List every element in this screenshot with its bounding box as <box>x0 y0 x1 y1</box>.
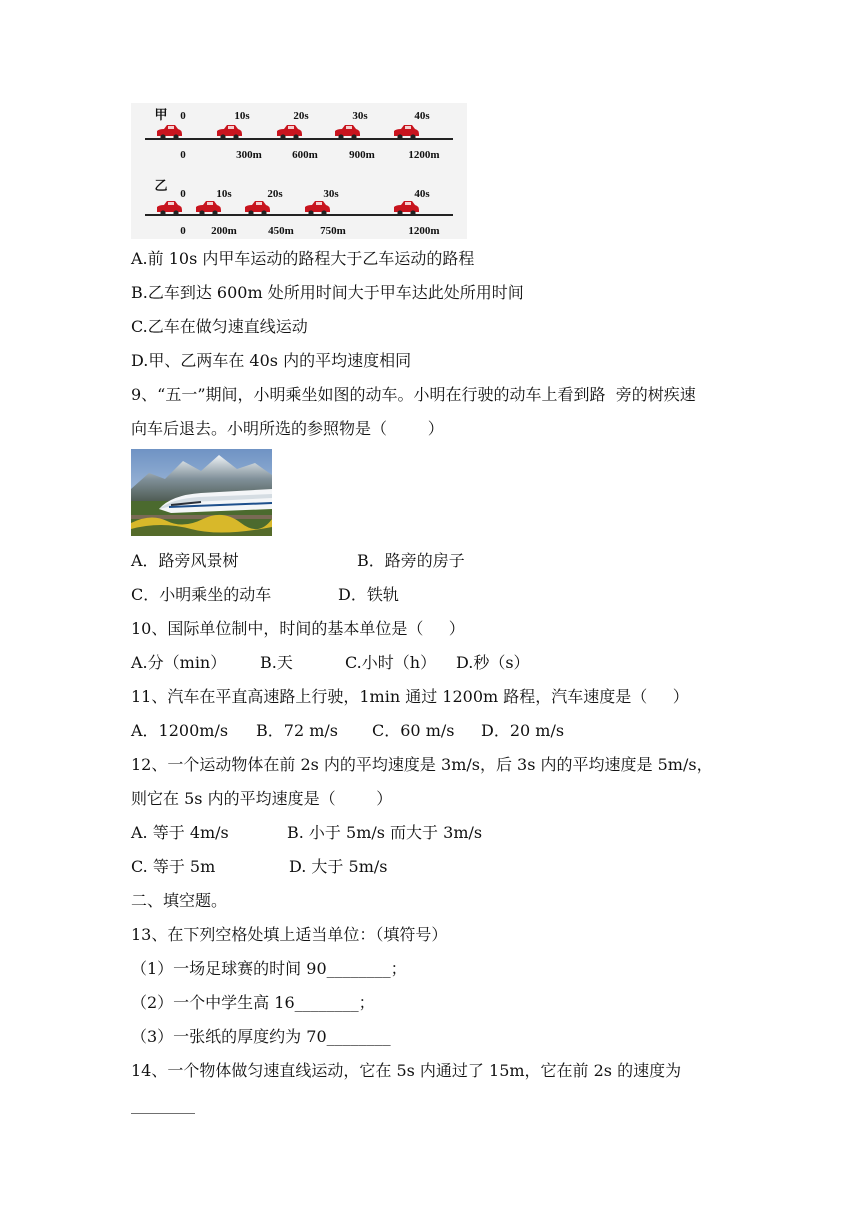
distance-label: 200m <box>211 225 237 237</box>
time-label: 20s <box>293 110 309 122</box>
q11-option-d: D．20 m/s <box>481 721 565 740</box>
time-label: 10s <box>234 110 250 122</box>
distance-label: 1200m <box>408 149 440 161</box>
car-icon <box>157 125 182 140</box>
distance-label: 300m <box>236 149 262 161</box>
q9-option-b: B．路旁的房子 <box>357 551 465 570</box>
q13-stem: 13、在下列空格处填上适当单位：（填符号） <box>131 925 448 944</box>
distance-label: 1200m <box>408 225 440 237</box>
q10-option-b: B.天 <box>260 653 293 672</box>
time-label: 40s <box>414 188 430 200</box>
car-icon <box>277 125 302 140</box>
distance-label: 750m <box>320 225 346 237</box>
distance-label: 0 <box>180 149 186 161</box>
q12-stem-line1: 12、一个运动物体在前 2s 内的平均速度是 3m/s，后 3s 内的平均速度是 5m/s， <box>131 755 713 774</box>
car-icon <box>394 125 419 140</box>
car-icon <box>217 125 242 140</box>
distance-label: 0 <box>180 225 186 237</box>
q8-option-d: D.甲、乙两车在 40s 内的平均速度相同 <box>131 351 412 370</box>
q11-option-b: B．72 m/s <box>256 721 338 740</box>
distance-label: 900m <box>349 149 375 161</box>
q12-option-c: C. 等于 5m <box>131 857 216 876</box>
car-icon <box>394 201 419 216</box>
q13-part-3: （3）一张纸的厚度约为 70________ <box>131 1027 391 1046</box>
q13-part-1: （1）一场足球赛的时间 90________； <box>131 959 407 978</box>
q9-option-a: A．路旁风景树 <box>131 551 239 570</box>
time-label: 0 <box>180 188 186 200</box>
time-label: 40s <box>414 110 430 122</box>
q8-option-a: A.前 10s 内甲车运动的路程大于乙车运动的路程 <box>131 249 475 268</box>
time-label: 30s <box>352 110 368 122</box>
q12-option-a: A. 等于 4m/s <box>131 823 229 842</box>
q13-part-2: （2）一个中学生高 16________； <box>131 993 375 1012</box>
section-fill-in-title: 二、填空题。 <box>131 891 228 910</box>
distance-label: 450m <box>268 225 294 237</box>
q9-stem-line2: 向车后退去。小明所选的参照物是（ ） <box>131 419 444 438</box>
q9-option-d: D．铁轨 <box>338 585 399 604</box>
q12-stem-line2: 则它在 5s 内的平均速度是（ ） <box>131 789 393 808</box>
q8-option-b: B.乙车到达 600m 处所用时间大于甲车达此处所用时间 <box>131 283 524 302</box>
q8-option-c: C.乙车在做匀速直线运动 <box>131 317 308 336</box>
q10-option-a: A.分（min） <box>131 653 227 672</box>
q10-stem: 10、国际单位制中，时间的基本单位是（ ） <box>131 619 465 638</box>
car-motion-svg <box>131 103 467 239</box>
car-motion-diagram <box>131 103 467 239</box>
q11-stem: 11、汽车在平直高速路上行驶，1min 通过 1200m 路程，汽车速度是（ ） <box>131 687 689 706</box>
distance-label: 600m <box>292 149 318 161</box>
bullet-train-photo <box>131 449 272 536</box>
time-label: 20s <box>267 188 283 200</box>
q11-option-a: A．1200m/s <box>131 721 229 740</box>
q10-option-c: C.小时（h） <box>345 653 437 672</box>
q11-option-c: C．60 m/s <box>372 721 455 740</box>
car-icon <box>157 201 182 216</box>
row-label-yi: 乙 <box>154 178 168 193</box>
time-label: 10s <box>216 188 232 200</box>
time-label: 30s <box>323 188 339 200</box>
time-label: 0 <box>180 110 186 122</box>
q10-option-d: D.秒（s） <box>456 653 530 672</box>
q14-stem-line1: 14、一个物体做匀速直线运动，它在 5s 内通过了 15m，它在前 2s 的速度为 <box>131 1061 682 1080</box>
q12-option-d: D. 大于 5m/s <box>289 857 388 876</box>
q12-option-b: B. 小于 5m/s 而大于 3m/s <box>287 823 483 842</box>
car-icon <box>196 201 221 216</box>
row-label-jia: 甲 <box>154 107 168 122</box>
car-icon <box>245 201 270 216</box>
q9-stem-line1: 9、“五一”期间，小明乘坐如图的动车。小明在行驶的动车上看到路 旁的树疾速 <box>131 385 696 404</box>
q14-stem-line2: ________ <box>131 1095 195 1114</box>
car-icon <box>335 125 360 140</box>
car-icon <box>305 201 330 216</box>
q9-option-c: C．小明乘坐的动车 <box>131 585 272 604</box>
